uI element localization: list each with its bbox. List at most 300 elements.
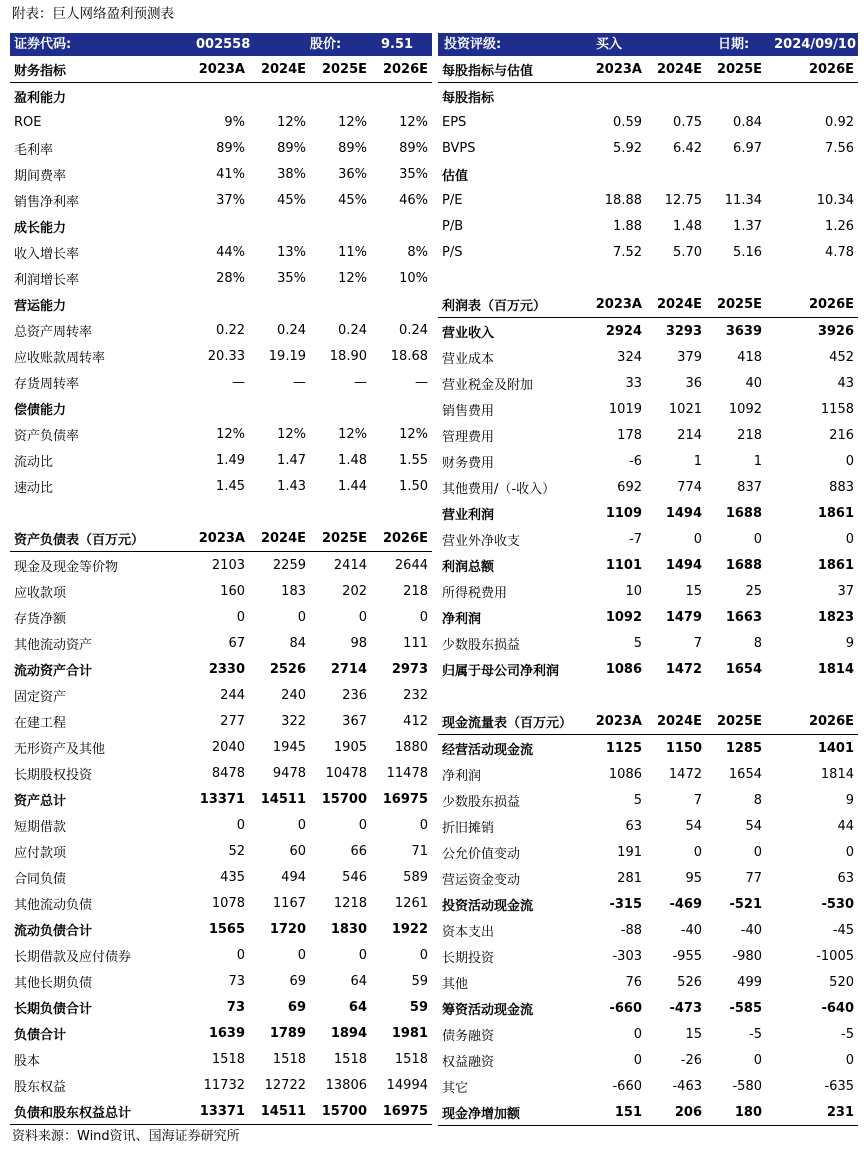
cell-value: -40 bbox=[740, 922, 762, 938]
cell-value: 11% bbox=[338, 244, 367, 260]
cell-value: 20.33 bbox=[207, 348, 245, 364]
cell-value: 45% bbox=[277, 192, 306, 208]
cell-value: 214 bbox=[677, 427, 702, 443]
cell-value: 1720 bbox=[269, 921, 306, 937]
rating-label: 投资评级: bbox=[444, 37, 502, 52]
cell-value: 12722 bbox=[264, 1077, 306, 1093]
row-label: 债务融资 bbox=[442, 1028, 495, 1044]
cell-value: 3639 bbox=[725, 323, 762, 339]
cell-value: 15 bbox=[685, 1026, 702, 1042]
cell-value: 183 bbox=[281, 583, 306, 599]
cell-value: 12% bbox=[277, 426, 306, 442]
cell-value: 63 bbox=[837, 870, 854, 886]
row-label: 其它 bbox=[442, 1080, 469, 1096]
cell-value: 1021 bbox=[668, 401, 702, 417]
table-header-row bbox=[438, 56, 858, 83]
table-row bbox=[438, 682, 858, 708]
cell-value: -1005 bbox=[816, 948, 854, 964]
table-row bbox=[10, 1020, 432, 1046]
cell-value: 1.43 bbox=[277, 478, 306, 494]
row-label: 固定资产 bbox=[14, 689, 67, 705]
row-label: 资产负债率 bbox=[14, 428, 80, 444]
table-header-row bbox=[438, 708, 858, 735]
cell-value: 66 bbox=[350, 843, 367, 859]
cell-value: -660 bbox=[612, 1078, 642, 1094]
cell-value: 232 bbox=[403, 687, 428, 703]
cell-value: 494 bbox=[281, 869, 306, 885]
table-row bbox=[438, 656, 858, 682]
cell-value: 44 bbox=[837, 818, 854, 834]
cell-value bbox=[646, 682, 706, 708]
cell-value: 10 bbox=[625, 583, 642, 599]
cell-value: 11478 bbox=[386, 765, 428, 781]
cell-value: 0.59 bbox=[613, 114, 642, 130]
row-label: 利润总额 bbox=[442, 559, 495, 575]
row-label: 短期借款 bbox=[14, 819, 67, 835]
cell-value: 2103 bbox=[211, 557, 245, 573]
cell-value: 0.24 bbox=[338, 322, 367, 338]
cell-value: 5 bbox=[633, 635, 642, 651]
table-row bbox=[438, 787, 858, 813]
cell-value: 2024E bbox=[249, 56, 310, 83]
row-label: 流动比 bbox=[14, 454, 54, 470]
cell-value bbox=[646, 265, 706, 291]
cell-value: 244 bbox=[220, 687, 245, 703]
table-row bbox=[438, 1047, 858, 1073]
cell-value: 14994 bbox=[386, 1077, 428, 1093]
row-label: 管理费用 bbox=[442, 429, 495, 445]
row-label bbox=[438, 682, 586, 708]
cell-value: 18.68 bbox=[390, 348, 428, 364]
cell-value: 0 bbox=[845, 531, 854, 547]
cell-value: 1823 bbox=[817, 609, 854, 625]
table-row bbox=[10, 421, 432, 447]
section-row bbox=[10, 395, 432, 421]
cell-value: 1639 bbox=[208, 1025, 245, 1041]
cell-value bbox=[310, 213, 371, 239]
row-label: 资产负债表（百万元） bbox=[10, 525, 188, 552]
cell-value: 0 bbox=[693, 531, 702, 547]
cell-value: -45 bbox=[832, 922, 854, 938]
cell-value: 9 bbox=[845, 792, 854, 808]
cell-value: 0 bbox=[845, 844, 854, 860]
row-label: 应收款项 bbox=[14, 585, 67, 601]
cell-value: 89% bbox=[338, 140, 367, 156]
cell-value: 95 bbox=[685, 870, 702, 886]
cell-value: 2023A bbox=[586, 708, 646, 735]
cell-value: 1880 bbox=[394, 739, 428, 755]
cell-value bbox=[706, 265, 766, 291]
cell-value: 412 bbox=[403, 713, 428, 729]
table-row bbox=[10, 1098, 432, 1125]
cell-value: 3293 bbox=[665, 323, 702, 339]
cell-value: 1167 bbox=[272, 895, 306, 911]
table-row bbox=[10, 109, 432, 135]
cell-value: 2026E bbox=[371, 56, 432, 83]
table-row bbox=[10, 317, 432, 343]
cell-value: 40 bbox=[745, 375, 762, 391]
cell-value bbox=[706, 161, 766, 187]
row-label: 销售净利率 bbox=[14, 194, 80, 210]
date-value: 2024/09/10 bbox=[774, 37, 856, 52]
cell-value: 7 bbox=[693, 792, 702, 808]
cell-value: 0.22 bbox=[216, 322, 245, 338]
cell-value: 12% bbox=[338, 114, 367, 130]
cell-value: — bbox=[415, 374, 428, 390]
cell-value: 2025E bbox=[310, 56, 371, 83]
table-row bbox=[10, 369, 432, 395]
cell-value: 1565 bbox=[208, 921, 245, 937]
cell-value: 2040 bbox=[211, 739, 245, 755]
cell-value: 2024E bbox=[249, 525, 310, 552]
cell-value: — bbox=[232, 374, 245, 390]
cell-value: 12% bbox=[399, 114, 428, 130]
cell-value: 1922 bbox=[391, 921, 428, 937]
cell-value: 2973 bbox=[391, 661, 428, 677]
cell-value: -5 bbox=[841, 1026, 854, 1042]
row-label: 营运能力 bbox=[14, 298, 67, 314]
row-label: 成长能力 bbox=[14, 220, 67, 236]
table-row bbox=[10, 552, 432, 579]
section-row bbox=[10, 83, 432, 110]
row-label: 总资产周转率 bbox=[14, 324, 93, 340]
cell-value: 1.45 bbox=[216, 478, 245, 494]
cell-value: 589 bbox=[403, 869, 428, 885]
cell-value: 2259 bbox=[272, 557, 306, 573]
row-label: 存货周转率 bbox=[14, 376, 80, 392]
cell-value: -473 bbox=[669, 1000, 702, 1016]
cell-value: -26 bbox=[680, 1052, 702, 1068]
cell-value: 520 bbox=[829, 974, 854, 990]
cell-value: 46% bbox=[399, 192, 428, 208]
cell-value: 16975 bbox=[371, 1098, 432, 1125]
cell-value bbox=[766, 83, 858, 110]
row-label: 长期负债合计 bbox=[14, 1001, 93, 1017]
table-row bbox=[438, 917, 858, 943]
cell-value: 2026E bbox=[766, 708, 858, 735]
cell-value: 0.84 bbox=[733, 114, 762, 130]
table-row bbox=[10, 994, 432, 1020]
cell-value: 8 bbox=[753, 792, 762, 808]
cell-value: 2023A bbox=[586, 291, 646, 318]
cell-value: 1663 bbox=[725, 609, 762, 625]
row-label bbox=[10, 499, 188, 525]
cell-value: 2026E bbox=[371, 525, 432, 552]
cell-value: 16975 bbox=[382, 791, 428, 807]
cell-value: 37% bbox=[216, 192, 245, 208]
cell-value: 2526 bbox=[269, 661, 306, 677]
row-label: 长期股权投资 bbox=[14, 767, 93, 783]
cell-value: 0 bbox=[419, 609, 428, 625]
table-row bbox=[438, 213, 858, 239]
table-row bbox=[438, 500, 858, 526]
cell-value bbox=[371, 291, 432, 317]
cell-value: 1086 bbox=[608, 766, 642, 782]
cell-value: 71 bbox=[411, 843, 428, 859]
cell-value: 435 bbox=[220, 869, 245, 885]
table-row bbox=[438, 604, 858, 630]
cell-value: 15 bbox=[685, 583, 702, 599]
table-row bbox=[10, 734, 432, 760]
row-label: 财务费用 bbox=[442, 455, 495, 471]
cell-value: -469 bbox=[669, 896, 702, 912]
cell-value: 59 bbox=[409, 999, 428, 1015]
cell-value: 0.24 bbox=[277, 322, 306, 338]
cell-value: 2024E bbox=[646, 708, 706, 735]
table-row bbox=[438, 448, 858, 474]
cell-value: -640 bbox=[821, 1000, 854, 1016]
cell-value: 0 bbox=[297, 817, 306, 833]
cell-value bbox=[371, 213, 432, 239]
row-label: 资本支出 bbox=[442, 924, 495, 940]
row-label: 现金及现金等价物 bbox=[14, 559, 119, 575]
cell-value bbox=[188, 83, 249, 110]
row-label: 营业外净收支 bbox=[442, 533, 521, 549]
row-label: 利润增长率 bbox=[14, 272, 80, 288]
cell-value: 8 bbox=[753, 635, 762, 651]
cell-value: 1518 bbox=[272, 1051, 306, 1067]
cell-value: 0 bbox=[236, 609, 245, 625]
row-label: 存货净额 bbox=[14, 611, 67, 627]
cell-value: 2025E bbox=[706, 56, 766, 83]
cell-value: 1.26 bbox=[825, 218, 854, 234]
row-label: 其他费用/（-收入） bbox=[442, 481, 556, 497]
cell-value: 1654 bbox=[725, 661, 762, 677]
cell-value: 1109 bbox=[605, 505, 642, 521]
cell-value bbox=[371, 83, 432, 110]
cell-value: 1.48 bbox=[673, 218, 702, 234]
cell-value: -980 bbox=[732, 948, 762, 964]
cell-value: 1518 bbox=[333, 1051, 367, 1067]
row-label: 盈利能力 bbox=[14, 90, 67, 106]
cell-value: 1494 bbox=[665, 557, 702, 573]
cell-value: 191 bbox=[617, 844, 642, 860]
cell-value: 89% bbox=[216, 140, 245, 156]
cell-value: -463 bbox=[672, 1078, 702, 1094]
cell-value: 44% bbox=[216, 244, 245, 260]
cell-value: 216 bbox=[829, 427, 854, 443]
table-row bbox=[438, 474, 858, 500]
table-row bbox=[10, 135, 432, 161]
cell-value: 202 bbox=[342, 583, 367, 599]
table-header-row bbox=[438, 291, 858, 318]
table-row bbox=[10, 578, 432, 604]
cell-value: 18.88 bbox=[604, 192, 642, 208]
rating-value: 买入 bbox=[596, 37, 623, 52]
cell-value: 240 bbox=[281, 687, 306, 703]
cell-value: 1285 bbox=[725, 740, 762, 756]
cell-value bbox=[310, 291, 371, 317]
row-label: 营业利润 bbox=[442, 507, 495, 523]
cell-value: 5.92 bbox=[613, 140, 642, 156]
cell-value: 89% bbox=[399, 140, 428, 156]
row-label: P/B bbox=[442, 218, 464, 234]
table-row bbox=[438, 865, 858, 891]
cell-value: 84 bbox=[289, 635, 306, 651]
cell-value: — bbox=[354, 374, 367, 390]
cell-value bbox=[310, 83, 371, 110]
cell-value: 2023A bbox=[188, 525, 249, 552]
cell-value: 2026E bbox=[766, 56, 858, 83]
row-label: 公允价值变动 bbox=[442, 846, 521, 862]
row-label: 权益融资 bbox=[442, 1054, 495, 1070]
row-label: 期间费率 bbox=[14, 168, 67, 184]
cell-value: -5 bbox=[749, 1026, 762, 1042]
table-row bbox=[438, 318, 858, 345]
cell-value: 1.88 bbox=[613, 218, 642, 234]
cell-value bbox=[586, 265, 646, 291]
cell-value: 218 bbox=[403, 583, 428, 599]
cell-value: 73 bbox=[226, 999, 245, 1015]
row-label: 流动负债合计 bbox=[14, 923, 93, 939]
table-row bbox=[10, 942, 432, 968]
table-row bbox=[10, 838, 432, 864]
row-label: 毛利率 bbox=[14, 142, 54, 158]
row-label: 所得税费用 bbox=[442, 585, 508, 601]
cell-value: 8% bbox=[407, 244, 428, 260]
cell-value: 1158 bbox=[820, 401, 854, 417]
cell-value: 60 bbox=[289, 843, 306, 859]
cell-value bbox=[310, 499, 371, 525]
table-row bbox=[438, 526, 858, 552]
cell-value: -7 bbox=[629, 531, 642, 547]
cell-value: 1861 bbox=[817, 557, 854, 573]
table-row bbox=[438, 396, 858, 422]
cell-value: 277 bbox=[220, 713, 245, 729]
cell-value: 18.90 bbox=[329, 348, 367, 364]
cell-value bbox=[371, 395, 432, 421]
cell-value: 35% bbox=[277, 270, 306, 286]
cell-value: 15700 bbox=[310, 1098, 371, 1125]
cell-value: 12% bbox=[338, 426, 367, 442]
cell-value: -6 bbox=[629, 453, 642, 469]
cell-value: 1945 bbox=[272, 739, 306, 755]
row-label: 资产总计 bbox=[14, 793, 67, 809]
cell-value: 0 bbox=[633, 1026, 642, 1042]
cell-value: 1150 bbox=[665, 740, 702, 756]
cell-value bbox=[310, 395, 371, 421]
cell-value: 367 bbox=[342, 713, 367, 729]
row-label: EPS bbox=[442, 114, 467, 130]
table-row bbox=[438, 1099, 858, 1126]
cell-value: 178 bbox=[617, 427, 642, 443]
table-row bbox=[10, 708, 432, 734]
row-label: 财务指标 bbox=[10, 56, 188, 83]
row-label: 应付款项 bbox=[14, 845, 67, 861]
cell-value bbox=[586, 83, 646, 110]
table-row bbox=[438, 813, 858, 839]
cell-value bbox=[706, 682, 766, 708]
row-label: 股东权益 bbox=[14, 1079, 67, 1095]
cell-value: 324 bbox=[617, 349, 642, 365]
cell-value: 54 bbox=[685, 818, 702, 834]
cell-value: 1086 bbox=[605, 661, 642, 677]
table-row bbox=[10, 343, 432, 369]
cell-value: 2025E bbox=[310, 525, 371, 552]
row-label: 销售费用 bbox=[442, 403, 495, 419]
table-row bbox=[10, 916, 432, 942]
cell-value bbox=[646, 83, 706, 110]
cell-value: 1.47 bbox=[277, 452, 306, 468]
cell-value: 1472 bbox=[665, 661, 702, 677]
cell-value: 379 bbox=[677, 349, 702, 365]
cell-value: 14511 bbox=[249, 1098, 310, 1125]
cell-value: 12% bbox=[399, 426, 428, 442]
row-label: 在建工程 bbox=[14, 715, 67, 731]
cell-value: 0 bbox=[358, 817, 367, 833]
row-label: 营业税金及附加 bbox=[442, 377, 534, 393]
cell-value: 12% bbox=[277, 114, 306, 130]
cell-value: 2330 bbox=[208, 661, 245, 677]
cell-value: 1814 bbox=[817, 661, 854, 677]
table-row bbox=[438, 630, 858, 656]
cell-value: 281 bbox=[617, 870, 642, 886]
cell-value: -635 bbox=[824, 1078, 854, 1094]
cell-value: 25 bbox=[745, 583, 762, 599]
row-label: 其他流动负债 bbox=[14, 897, 93, 913]
cell-value: 2644 bbox=[394, 557, 428, 573]
cell-value: -585 bbox=[729, 1000, 762, 1016]
cell-value: 526 bbox=[677, 974, 702, 990]
table-row bbox=[10, 1046, 432, 1072]
table-header-row bbox=[10, 525, 432, 552]
cell-value: 28% bbox=[216, 270, 245, 286]
cell-value: 1.44 bbox=[338, 478, 367, 494]
date-label: 日期: bbox=[718, 37, 750, 52]
table-row bbox=[10, 499, 432, 525]
row-label: 筹资活动现金流 bbox=[442, 1002, 534, 1018]
cell-value: 36 bbox=[685, 375, 702, 391]
cell-value: -315 bbox=[609, 896, 642, 912]
table-row bbox=[10, 812, 432, 838]
cell-value: 9478 bbox=[272, 765, 306, 781]
cell-value: 2924 bbox=[605, 323, 642, 339]
cell-value: 546 bbox=[342, 869, 367, 885]
table-row bbox=[10, 447, 432, 473]
cell-value: 837 bbox=[737, 479, 762, 495]
cell-value: 0.75 bbox=[673, 114, 702, 130]
row-label: 速动比 bbox=[14, 480, 54, 496]
stock-code-label: 证券代码: bbox=[14, 37, 72, 52]
cell-value: 1.49 bbox=[216, 452, 245, 468]
cell-value: 0 bbox=[419, 947, 428, 963]
table-row bbox=[438, 135, 858, 161]
cell-value bbox=[586, 161, 646, 187]
cell-value: 14511 bbox=[260, 791, 306, 807]
cell-value: 1789 bbox=[269, 1025, 306, 1041]
cell-value: 35% bbox=[399, 166, 428, 182]
cell-value: 2024E bbox=[646, 291, 706, 318]
table-row bbox=[10, 656, 432, 682]
cell-value: 0 bbox=[297, 947, 306, 963]
cell-value: 77 bbox=[745, 870, 762, 886]
table-row bbox=[10, 1072, 432, 1098]
cell-value: 6.97 bbox=[733, 140, 762, 156]
row-label: P/S bbox=[442, 244, 463, 260]
cell-value: 36% bbox=[338, 166, 367, 182]
cell-value: 9% bbox=[224, 114, 245, 130]
cell-value: -530 bbox=[821, 896, 854, 912]
cell-value: 10% bbox=[399, 270, 428, 286]
row-label: 归属于母公司净利润 bbox=[442, 663, 560, 679]
cell-value bbox=[249, 291, 310, 317]
cell-value: 452 bbox=[829, 349, 854, 365]
cell-value: 10.34 bbox=[816, 192, 854, 208]
cell-value: 5.70 bbox=[673, 244, 702, 260]
cell-value: -88 bbox=[620, 922, 642, 938]
cell-value bbox=[766, 682, 858, 708]
cell-value: 11732 bbox=[203, 1077, 245, 1093]
